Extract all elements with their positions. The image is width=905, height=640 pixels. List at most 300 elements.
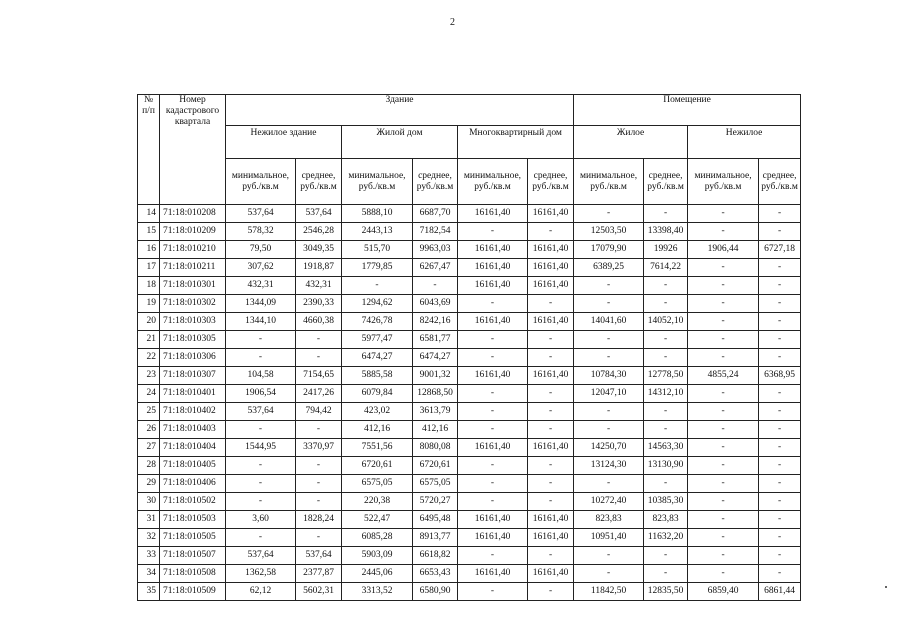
value-cell: - xyxy=(644,295,688,313)
value-cell: - xyxy=(688,457,759,475)
header-min: минимальное, руб./кв.м xyxy=(342,159,413,205)
value-cell: 220,38 xyxy=(342,493,413,511)
value-cell: - xyxy=(759,403,801,421)
value-cell: 17079,90 xyxy=(574,241,644,259)
value-cell: 16161,40 xyxy=(458,241,528,259)
value-cell: - xyxy=(528,547,574,565)
header-avg: среднее, руб./кв.м xyxy=(528,159,574,205)
value-cell: 6368,95 xyxy=(759,367,801,385)
header-residential-premises: Жилое xyxy=(574,126,688,159)
value-cell: - xyxy=(342,277,413,295)
value-cell: 4660,38 xyxy=(296,313,342,331)
cadastral-number-cell: 71:18:010502 xyxy=(160,493,226,511)
cadastral-number-cell: 71:18:010401 xyxy=(160,385,226,403)
table-row xyxy=(138,295,801,313)
value-cell: - xyxy=(528,421,574,439)
cadastral-number-cell: 71:18:010208 xyxy=(160,205,226,223)
value-cell: 423,02 xyxy=(342,403,413,421)
value-cell: - xyxy=(458,457,528,475)
value-cell: 6495,48 xyxy=(413,511,458,529)
value-cell: 6581,77 xyxy=(413,331,458,349)
value-cell: 16161,40 xyxy=(528,565,574,583)
header-min: минимальное, руб./кв.м xyxy=(688,159,759,205)
value-cell: - xyxy=(759,385,801,403)
row-number-cell: 32 xyxy=(138,529,160,547)
value-cell: 8080,08 xyxy=(413,439,458,457)
value-cell: 2390,33 xyxy=(296,295,342,313)
value-cell: 6575,05 xyxy=(342,475,413,493)
value-cell: 1828,24 xyxy=(296,511,342,529)
table-row xyxy=(138,277,801,295)
value-cell: - xyxy=(296,421,342,439)
value-cell: - xyxy=(644,403,688,421)
value-cell: - xyxy=(458,421,528,439)
value-cell: 2445,06 xyxy=(342,565,413,583)
value-cell: - xyxy=(574,277,644,295)
cadastral-number-cell: 71:18:010303 xyxy=(160,313,226,331)
value-cell: - xyxy=(458,349,528,367)
value-cell: 6043,69 xyxy=(413,295,458,313)
value-cell: 16161,40 xyxy=(458,277,528,295)
value-cell: - xyxy=(688,349,759,367)
value-cell: - xyxy=(528,331,574,349)
value-cell: - xyxy=(574,421,644,439)
value-cell: 6389,25 xyxy=(574,259,644,277)
value-cell: - xyxy=(688,331,759,349)
value-cell: 5888,10 xyxy=(342,205,413,223)
value-cell: 10385,30 xyxy=(644,493,688,511)
row-number-cell: 35 xyxy=(138,583,160,601)
value-cell: - xyxy=(574,475,644,493)
value-cell: 7426,78 xyxy=(342,313,413,331)
cadastral-number-cell: 71:18:010405 xyxy=(160,457,226,475)
value-cell: - xyxy=(574,565,644,583)
row-number-cell: 28 xyxy=(138,457,160,475)
value-cell: 11842,50 xyxy=(574,583,644,601)
value-cell: 16161,40 xyxy=(528,241,574,259)
value-cell: 5903,09 xyxy=(342,547,413,565)
value-cell: - xyxy=(759,529,801,547)
value-cell: - xyxy=(528,475,574,493)
header-avg: среднее, руб./кв.м xyxy=(413,159,458,205)
cadastral-number-cell: 71:18:010406 xyxy=(160,475,226,493)
value-cell: 14312,10 xyxy=(644,385,688,403)
value-cell: 16161,40 xyxy=(528,205,574,223)
value-cell: 1779,85 xyxy=(342,259,413,277)
value-cell: - xyxy=(574,403,644,421)
table-row xyxy=(138,385,801,403)
value-cell: 2546,28 xyxy=(296,223,342,241)
value-cell: - xyxy=(644,331,688,349)
table-row xyxy=(138,529,801,547)
table-row xyxy=(138,475,801,493)
cadastral-number-cell: 71:18:010503 xyxy=(160,511,226,529)
value-cell: 1344,09 xyxy=(226,295,296,313)
cadastral-value-table xyxy=(137,94,801,601)
table-row xyxy=(138,223,801,241)
value-cell: - xyxy=(688,403,759,421)
value-cell: 16161,40 xyxy=(458,367,528,385)
value-cell: - xyxy=(458,583,528,601)
value-cell: 6720,61 xyxy=(413,457,458,475)
value-cell: 3049,35 xyxy=(296,241,342,259)
table-row xyxy=(138,457,801,475)
value-cell: 5977,47 xyxy=(342,331,413,349)
value-cell: 6267,47 xyxy=(413,259,458,277)
value-cell: - xyxy=(226,421,296,439)
value-cell: - xyxy=(528,295,574,313)
cadastral-number-cell: 71:18:010210 xyxy=(160,241,226,259)
value-cell: 6653,43 xyxy=(413,565,458,583)
value-cell: 1294,62 xyxy=(342,295,413,313)
value-cell: 537,64 xyxy=(226,205,296,223)
value-cell: - xyxy=(458,331,528,349)
value-cell: - xyxy=(759,313,801,331)
value-cell: 7614,22 xyxy=(644,259,688,277)
cadastral-number-cell: 71:18:010403 xyxy=(160,421,226,439)
value-cell: 12503,50 xyxy=(574,223,644,241)
value-cell: - xyxy=(528,457,574,475)
value-cell: 537,64 xyxy=(226,403,296,421)
value-cell: 16161,40 xyxy=(458,529,528,547)
value-cell: - xyxy=(528,349,574,367)
value-cell: 412,16 xyxy=(413,421,458,439)
table-row xyxy=(138,421,801,439)
row-number-cell: 23 xyxy=(138,367,160,385)
value-cell: 3613,79 xyxy=(413,403,458,421)
value-cell: 104,58 xyxy=(226,367,296,385)
value-cell: 515,70 xyxy=(342,241,413,259)
value-cell: 16161,40 xyxy=(528,511,574,529)
value-cell: - xyxy=(688,421,759,439)
cadastral-number-cell: 71:18:010305 xyxy=(160,331,226,349)
value-cell: 10784,30 xyxy=(574,367,644,385)
value-cell: 9001,32 xyxy=(413,367,458,385)
value-cell: 16161,40 xyxy=(458,565,528,583)
value-cell: - xyxy=(759,259,801,277)
header-residential-house: Жилой дом xyxy=(342,126,458,159)
value-cell: - xyxy=(759,565,801,583)
table-row xyxy=(138,241,801,259)
value-cell: 6575,05 xyxy=(413,475,458,493)
value-cell: - xyxy=(688,475,759,493)
row-number-cell: 20 xyxy=(138,313,160,331)
value-cell: 2417,26 xyxy=(296,385,342,403)
value-cell: - xyxy=(759,493,801,511)
value-cell: 16161,40 xyxy=(528,367,574,385)
value-cell: - xyxy=(296,331,342,349)
value-cell: - xyxy=(226,529,296,547)
value-cell: 7551,56 xyxy=(342,439,413,457)
cadastral-number-cell: 71:18:010307 xyxy=(160,367,226,385)
value-cell: 12868,50 xyxy=(413,385,458,403)
value-cell: - xyxy=(688,205,759,223)
row-number-cell: 15 xyxy=(138,223,160,241)
value-cell: - xyxy=(226,457,296,475)
table-body xyxy=(138,205,801,601)
value-cell: 5602,31 xyxy=(296,583,342,601)
value-cell: 16161,40 xyxy=(458,205,528,223)
value-cell: 1344,10 xyxy=(226,313,296,331)
row-number-cell: 30 xyxy=(138,493,160,511)
value-cell: 7154,65 xyxy=(296,367,342,385)
value-cell: - xyxy=(574,349,644,367)
value-cell: 14250,70 xyxy=(574,439,644,457)
value-cell: - xyxy=(759,511,801,529)
value-cell: - xyxy=(688,511,759,529)
value-cell: - xyxy=(688,259,759,277)
table-row xyxy=(138,331,801,349)
value-cell: 823,83 xyxy=(574,511,644,529)
value-cell: - xyxy=(644,349,688,367)
table-header xyxy=(138,95,801,205)
value-cell: - xyxy=(458,475,528,493)
value-cell: - xyxy=(688,565,759,583)
value-cell: 537,64 xyxy=(296,205,342,223)
value-cell: 6085,28 xyxy=(342,529,413,547)
value-cell: 537,64 xyxy=(296,547,342,565)
value-cell: - xyxy=(759,475,801,493)
value-cell: 8913,77 xyxy=(413,529,458,547)
value-cell: - xyxy=(528,385,574,403)
value-cell: - xyxy=(528,223,574,241)
value-cell: 6474,27 xyxy=(342,349,413,367)
value-cell: 6687,70 xyxy=(413,205,458,223)
table-row xyxy=(138,349,801,367)
value-cell: - xyxy=(688,547,759,565)
header-cadastral-quarter: Номер кадастрового квартала xyxy=(160,95,226,205)
value-cell: - xyxy=(296,493,342,511)
value-cell: - xyxy=(759,421,801,439)
value-cell: 9963,03 xyxy=(413,241,458,259)
value-cell: - xyxy=(759,295,801,313)
value-cell: - xyxy=(688,529,759,547)
value-cell: 794,42 xyxy=(296,403,342,421)
value-cell: 16161,40 xyxy=(458,259,528,277)
value-cell: - xyxy=(296,457,342,475)
value-cell: 10951,40 xyxy=(574,529,644,547)
value-cell: 6727,18 xyxy=(759,241,801,259)
header-building: Здание xyxy=(226,95,574,126)
value-cell: 6474,27 xyxy=(413,349,458,367)
value-cell: 6859,40 xyxy=(688,583,759,601)
cadastral-number-cell: 71:18:010306 xyxy=(160,349,226,367)
row-number-cell: 14 xyxy=(138,205,160,223)
value-cell: 1906,54 xyxy=(226,385,296,403)
value-cell: 1918,87 xyxy=(296,259,342,277)
value-cell: - xyxy=(226,349,296,367)
row-number-cell: 25 xyxy=(138,403,160,421)
value-cell: 14563,30 xyxy=(644,439,688,457)
value-cell: 16161,40 xyxy=(528,313,574,331)
value-cell: - xyxy=(458,295,528,313)
value-cell: 3313,52 xyxy=(342,583,413,601)
row-number-cell: 29 xyxy=(138,475,160,493)
value-cell: - xyxy=(688,223,759,241)
table-row xyxy=(138,547,801,565)
value-cell: 6079,84 xyxy=(342,385,413,403)
row-number-cell: 22 xyxy=(138,349,160,367)
header-min: минимальное, руб./кв.м xyxy=(458,159,528,205)
value-cell: - xyxy=(688,439,759,457)
value-cell: - xyxy=(644,421,688,439)
table-row xyxy=(138,403,801,421)
row-number-cell: 27 xyxy=(138,439,160,457)
table-row xyxy=(138,565,801,583)
value-cell: - xyxy=(458,493,528,511)
cadastral-number-cell: 71:18:010508 xyxy=(160,565,226,583)
value-cell: 12835,50 xyxy=(644,583,688,601)
row-number-cell: 31 xyxy=(138,511,160,529)
value-cell: - xyxy=(574,547,644,565)
value-cell: 12047,10 xyxy=(574,385,644,403)
value-cell: 16161,40 xyxy=(458,511,528,529)
table-row xyxy=(138,313,801,331)
value-cell: 16161,40 xyxy=(528,259,574,277)
row-number-cell: 19 xyxy=(138,295,160,313)
value-cell: 432,31 xyxy=(296,277,342,295)
value-cell: - xyxy=(759,223,801,241)
value-cell: - xyxy=(458,385,528,403)
value-cell: - xyxy=(574,205,644,223)
cadastral-number-cell: 71:18:010302 xyxy=(160,295,226,313)
row-number-cell: 18 xyxy=(138,277,160,295)
value-cell: - xyxy=(413,277,458,295)
value-cell: - xyxy=(688,385,759,403)
value-cell: 6861,44 xyxy=(759,583,801,601)
value-cell: - xyxy=(759,547,801,565)
value-cell: 12778,50 xyxy=(644,367,688,385)
value-cell: 5885,58 xyxy=(342,367,413,385)
value-cell: 522,47 xyxy=(342,511,413,529)
value-cell: 1906,44 xyxy=(688,241,759,259)
value-cell: 14041,60 xyxy=(574,313,644,331)
value-cell: - xyxy=(226,493,296,511)
header-avg: среднее, руб./кв.м xyxy=(644,159,688,205)
value-cell: - xyxy=(644,205,688,223)
value-cell: 16161,40 xyxy=(528,529,574,547)
value-cell: - xyxy=(759,331,801,349)
value-cell: 2377,87 xyxy=(296,565,342,583)
value-cell: - xyxy=(759,205,801,223)
value-cell: - xyxy=(296,475,342,493)
value-cell: 5720,27 xyxy=(413,493,458,511)
value-cell: - xyxy=(574,295,644,313)
value-cell: 79,50 xyxy=(226,241,296,259)
value-cell: - xyxy=(759,457,801,475)
table-row xyxy=(138,511,801,529)
value-cell: - xyxy=(644,547,688,565)
value-cell: - xyxy=(688,313,759,331)
cadastral-number-cell: 71:18:010211 xyxy=(160,259,226,277)
value-cell: 16161,40 xyxy=(458,313,528,331)
table-row xyxy=(138,493,801,511)
value-cell: 412,16 xyxy=(342,421,413,439)
cadastral-number-cell: 71:18:010402 xyxy=(160,403,226,421)
value-cell: - xyxy=(759,439,801,457)
cadastral-number-cell: 71:18:010507 xyxy=(160,547,226,565)
value-cell: 62,12 xyxy=(226,583,296,601)
value-cell: - xyxy=(296,529,342,547)
value-cell: 7182,54 xyxy=(413,223,458,241)
value-cell: 1544,95 xyxy=(226,439,296,457)
header-premises: Помещение xyxy=(574,95,801,126)
value-cell: - xyxy=(528,583,574,601)
table-row xyxy=(138,583,801,601)
value-cell: - xyxy=(759,349,801,367)
value-cell: 6580,90 xyxy=(413,583,458,601)
header-num: № п/п xyxy=(138,95,160,205)
value-cell: 432,31 xyxy=(226,277,296,295)
value-cell: 2443,13 xyxy=(342,223,413,241)
header-min: минимальное, руб./кв.м xyxy=(226,159,296,205)
value-cell: 13130,90 xyxy=(644,457,688,475)
cadastral-number-cell: 71:18:010509 xyxy=(160,583,226,601)
value-cell: - xyxy=(644,565,688,583)
table-row xyxy=(138,259,801,277)
cadastral-number-cell: 71:18:010209 xyxy=(160,223,226,241)
value-cell: - xyxy=(458,403,528,421)
value-cell: 6618,82 xyxy=(413,547,458,565)
header-nonresidential-premises: Нежилое xyxy=(688,126,801,159)
value-cell: 19926 xyxy=(644,241,688,259)
value-cell: - xyxy=(226,475,296,493)
value-cell: 11632,20 xyxy=(644,529,688,547)
value-cell: - xyxy=(226,331,296,349)
header-avg: среднее, руб./кв.м xyxy=(296,159,342,205)
value-cell: 16161,40 xyxy=(528,439,574,457)
cadastral-number-cell: 71:18:010301 xyxy=(160,277,226,295)
value-cell: - xyxy=(458,547,528,565)
row-number-cell: 33 xyxy=(138,547,160,565)
value-cell: - xyxy=(688,493,759,511)
value-cell: 823,83 xyxy=(644,511,688,529)
value-cell: 3,60 xyxy=(226,511,296,529)
value-cell: - xyxy=(528,493,574,511)
value-cell: 8242,16 xyxy=(413,313,458,331)
row-number-cell: 34 xyxy=(138,565,160,583)
value-cell: 3370,97 xyxy=(296,439,342,457)
row-number-cell: 21 xyxy=(138,331,160,349)
value-cell: 307,62 xyxy=(226,259,296,277)
page-mark xyxy=(885,586,887,588)
value-cell: 1362,58 xyxy=(226,565,296,583)
value-cell: 13398,40 xyxy=(644,223,688,241)
header-avg: среднее, руб./кв.м xyxy=(759,159,801,205)
value-cell: 537,64 xyxy=(226,547,296,565)
value-cell: 6720,61 xyxy=(342,457,413,475)
row-number-cell: 24 xyxy=(138,385,160,403)
value-cell: - xyxy=(759,277,801,295)
cadastral-number-cell: 71:18:010404 xyxy=(160,439,226,457)
value-cell: - xyxy=(688,295,759,313)
value-cell: - xyxy=(644,475,688,493)
row-number-cell: 17 xyxy=(138,259,160,277)
header-min: минимальное, руб./кв.м xyxy=(574,159,644,205)
cadastral-number-cell: 71:18:010505 xyxy=(160,529,226,547)
row-number-cell: 26 xyxy=(138,421,160,439)
value-cell: 4855,24 xyxy=(688,367,759,385)
value-cell: 16161,40 xyxy=(458,439,528,457)
table-row xyxy=(138,439,801,457)
value-cell: 16161,40 xyxy=(528,277,574,295)
value-cell: - xyxy=(528,403,574,421)
table-row xyxy=(138,205,801,223)
row-number-cell: 16 xyxy=(138,241,160,259)
value-cell: 13124,30 xyxy=(574,457,644,475)
page-number: 2 xyxy=(450,17,455,28)
value-cell: - xyxy=(296,349,342,367)
